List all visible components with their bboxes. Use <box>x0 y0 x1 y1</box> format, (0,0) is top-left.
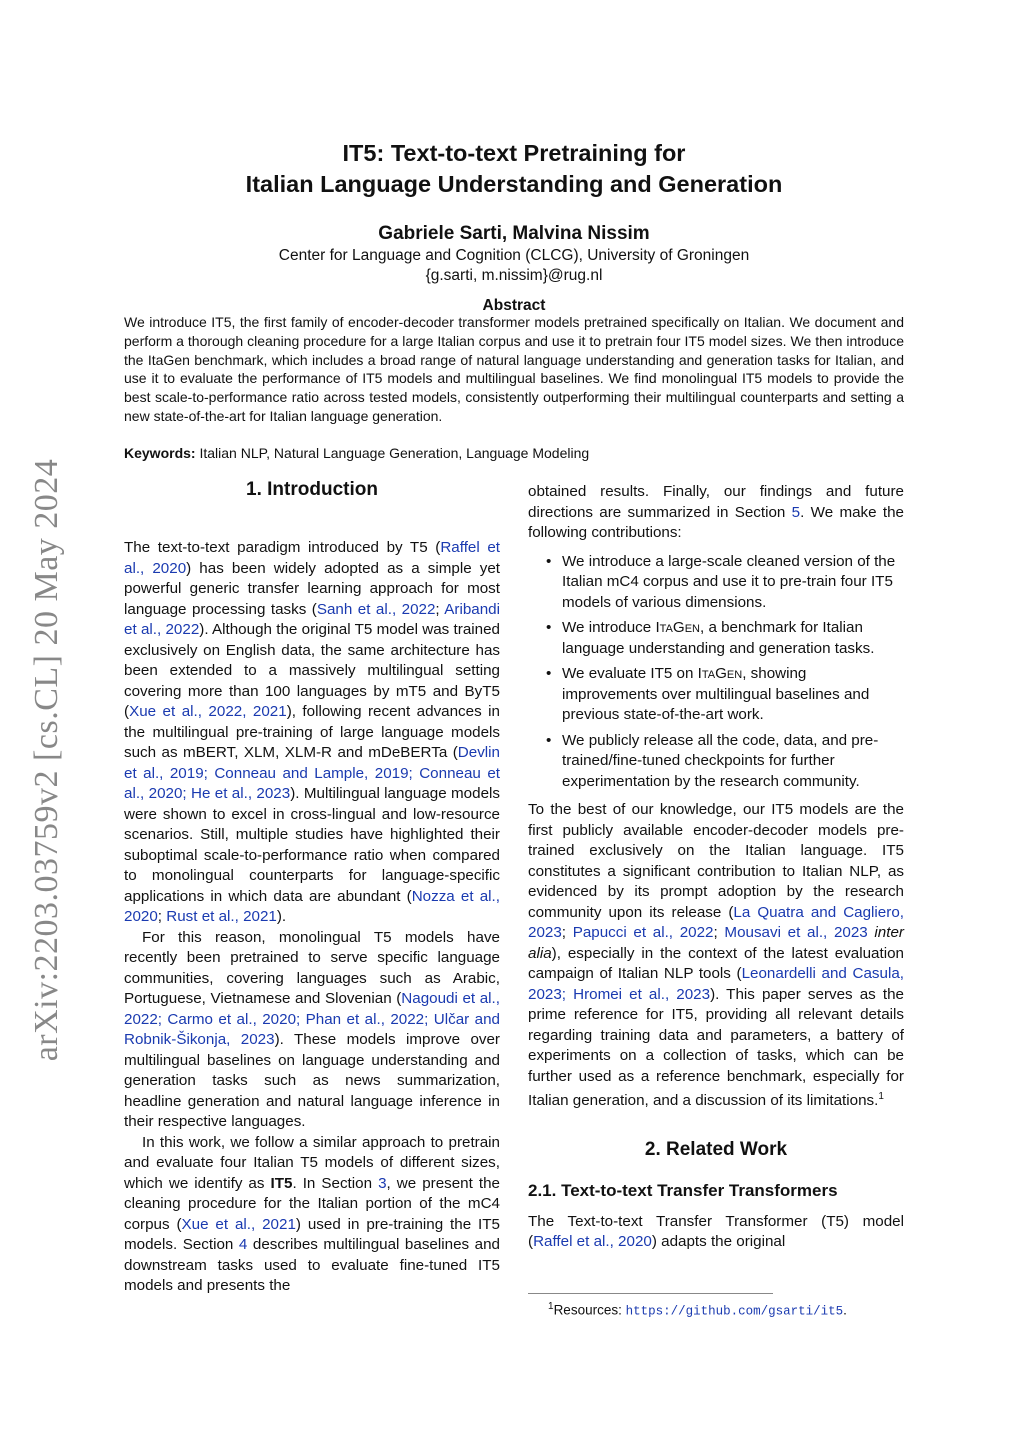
citation-link[interactable]: Devlin et al., 2019; Conneau and Lample, 2019; Conneau et al., 2020; He et al., 2023 <box>124 744 500 802</box>
citation-link[interactable]: 3 <box>378 1174 387 1192</box>
footnote <box>548 1298 847 1321</box>
citation-link[interactable]: Nagoudi et al., 2022; Carmo et al., 2020; Phan et al., 2022; Ulčar and Robnik-Šikonja, 2023 <box>124 990 500 1048</box>
footnote-end: . <box>843 1302 847 1318</box>
email: {g.sarti, m.nissim}@rug.nl <box>425 267 603 284</box>
citation-link[interactable]: 4 <box>238 1236 248 1253</box>
benchmark-name: ItaGen <box>697 665 743 682</box>
citation-link[interactable]: Nozza et al., 2020 <box>124 887 500 925</box>
citation-link[interactable]: 5 <box>791 503 801 521</box>
footnote-label: Resources: <box>553 1302 626 1318</box>
footnote-ref[interactable]: 1 <box>878 1091 884 1102</box>
intro-paragraph-3: In this work, we follow a similar approach to pretrain and evaluate four Italian T5 models of different sizes, which we identify as IT5. In Section 3, we present the cleaning procedure for the Italian portion of the mC4 corpus (Xue et al., 2021) used in pre-training the IT5 models. Section 4 describes multilingual baselines and downstream tasks used to evaluate fine-tuned IT5 models and presents the <box>124 1133 500 1294</box>
keywords <box>124 444 904 462</box>
citation-link[interactable]: Raffel et al., 2020 <box>124 539 500 577</box>
intro-paragraph-2: For this reason, monolingual T5 models have recently been pretrained to serve specific language communities, covering languages such as Arabic, Portuguese, Vietnamese and Slovenian (Nagoudi et al., 2022; Carmo et al., 2020; Phan et al., 2022; Ulčar and Robnik-Šikonja, 2023). These models improve over multilingual baselines on language understanding and generation tasks such as news summarization, headline generation and natural language inference in their respective languages. <box>124 928 500 1130</box>
contribution-item: • We publicly release all the code, data, and pre-trained/fine-tuned checkpoints for further experimentation by the research community. <box>546 731 879 790</box>
keywords-label: Keywords: <box>124 445 196 461</box>
footnote-mark: 1 <box>548 1301 554 1312</box>
paper-title-line-2: Italian Language Understanding and Generation <box>245 171 783 197</box>
citation-link[interactable]: Papucci et al., 2022 <box>572 924 714 941</box>
paper-title-line-1: IT5: Text-to-text Pretraining for <box>342 140 686 166</box>
knowledge-paragraph: To the best of our knowledge, our IT5 models are the first publicly available encoder-decoder models pre-trained exclusively on the Italian language. IT5 constitutes a significant contribution to Italian NLP, as evidenced by its prompt adoption by the research community upon its release (La Quatra and Cagliero, 2023; Papucci et al., 2022; Mousavi et al., 2023 inter alia), especially in the context of the latest evaluation campaign of Italian NLP tools (Leonardelli and Casula, 2023; Hromei et al., 2023). This paper serves as the prime reference for IT5, providing all relevant details regarding training data and parameters, a battery of experiments on a collection of tasks, which can be further used as a reference benchmark, especially for Italian generation, and a discussion of its limitations.$^1$ <box>528 801 904 1110</box>
footnote-divider <box>528 1293 773 1294</box>
arxiv-sidebar-id: arXiv:2203.03759v2 [cs.CL] 20 May 2024 <box>28 458 65 1062</box>
citation-link[interactable]: Rust et al., 2021 <box>166 908 277 925</box>
contribution-item: • We evaluate IT5 on ItaGen, showing improvements over multilingual baselines and previous state-of-the-art work. <box>546 665 870 723</box>
citation-link[interactable]: Aribandi et al., 2022 <box>124 600 500 638</box>
citation-link[interactable]: La Quatra and Cagliero, 2023 <box>528 903 904 941</box>
abstract-heading: Abstract <box>482 297 546 314</box>
contributions-list <box>528 552 904 793</box>
affiliation: Center for Language and Cognition (CLCG), University of Groningen <box>278 247 750 264</box>
related-work-heading: 2. Related Work <box>644 1138 788 1160</box>
left-column <box>124 478 500 1297</box>
citation-link[interactable]: Leonardelli and Casula, 2023; Hromei et al., 2023 <box>528 965 904 1003</box>
benchmark-name: ItaGen <box>655 619 700 636</box>
t5-subsection-heading: 2.1. Text-to-text Transfer Transformers <box>528 1180 838 1200</box>
intro-paragraph-1: The text-to-text paradigm introduced by T5 (Raffel et al., 2020) has been widely adopted as a simple yet powerful generic transfer learning approach for most language processing tasks (Sanh et al., 2022; Aribandi et al., 2022). Although the original T5 model was trained exclusively on English data, the same architecture has been extended to a massively multilingual setting covering more than 100 languages by mT5 and ByT5 (Xue et al., 2022, 2021), following recent advances in the multilingual pre-training of large language models such as mBERT, XLM, XLM-R and mDeBERTa (Devlin et al., 2019; Conneau and Lample, 2019; Conneau et al., 2020; He et al., 2023). Multilingual language models were shown to excel in cross-lingual and low-resource scenarios. Still, multiple studies have highlighted their suboptimal scale-to-performance ratio when compared to monolingual counterparts for language-specific applications in which data are abundant (Nozza et al., 2020; Rust et al., 2021). <box>124 539 500 925</box>
introduction-heading: 1. Introduction <box>246 479 378 500</box>
abstract-text: We introduce IT5, the first family of encoder-decoder transformer models pretrained specifically on Italian. We document and perform a thorough cleaning procedure for a large Italian corpus and use it to pretrain four IT5 model sizes. We then introduce the ItaGen benchmark, which includes a broad range of natural language understanding and generation tasks for Italian, and use it to evaluate the performance of IT5 models and multilingual baselines. We find monolingual IT5 models to provide the best scale-to-performance ratio across tested models, consistently outperforming their multilingual counterparts and setting a new state-of-the-art for Italian language generation. <box>124 314 904 424</box>
title-block <box>124 138 904 316</box>
intro-paragraph-continued: obtained results. Finally, our findings and future directions are summarized in Section 5. We make the following contributions: <box>528 483 904 541</box>
citation-link[interactable]: Xue et al., 2022, 2021 <box>129 703 287 720</box>
contribution-item: • We introduce ItaGen, a benchmark for Italian language understanding and generation tasks. <box>546 619 875 657</box>
contribution-item: • We introduce a large-scale cleaned version of the Italian mC4 corpus and use it to pre-train four IT5 models of various dimensions. <box>546 552 896 611</box>
authors: Gabriele Sarti, Malvina Nissim <box>378 223 650 244</box>
right-column <box>528 482 904 1253</box>
citation-link[interactable]: Mousavi et al., 2023 <box>724 924 868 941</box>
citation-link[interactable]: Xue et al., 2021 <box>181 1215 296 1233</box>
keywords-text: Italian NLP, Natural Language Generation, Language Modeling <box>199 445 590 461</box>
citation-link[interactable]: Raffel et al., 2020 <box>533 1233 652 1251</box>
paper-title <box>124 138 904 200</box>
related-work-paragraph: The Text-to-text Transfer Transformer (T5) model (Raffel et al., 2020) adapts the original <box>528 1212 904 1251</box>
footnote-link[interactable]: https://github.com/gsarti/it5 <box>625 1304 844 1319</box>
citation-link[interactable]: Sanh et al., 2022 <box>316 600 436 618</box>
